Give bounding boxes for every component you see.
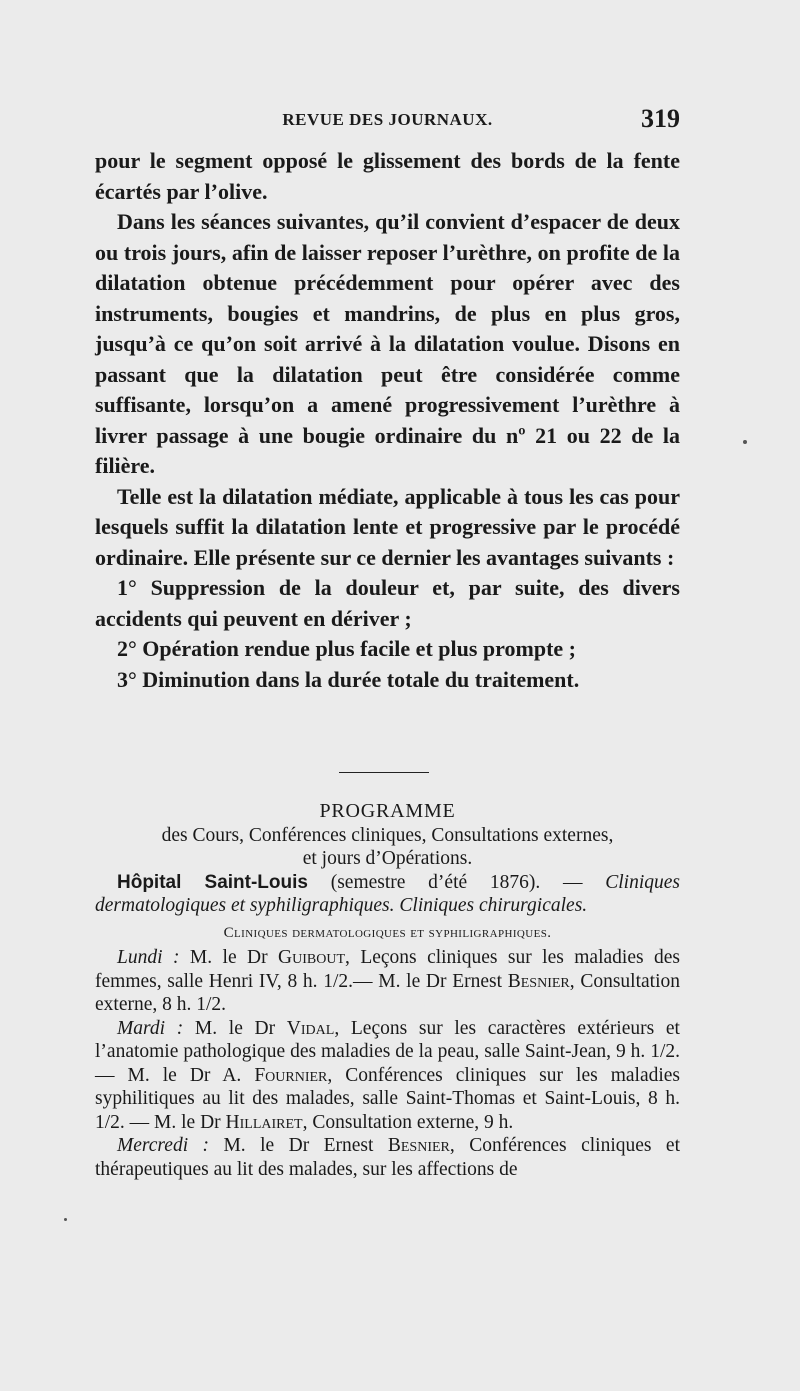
running-title: REVUE DES JOURNAUX. — [282, 110, 493, 129]
schedule-mercredi — [95, 1134, 680, 1181]
section-divider — [339, 772, 429, 773]
doctor-name: Fournier — [254, 1064, 328, 1086]
schedule-text: M. le Dr — [179, 947, 279, 968]
programme-subtitle — [95, 824, 680, 871]
doctor-name: Besnier — [387, 1135, 450, 1156]
page-number: 319 — [641, 104, 680, 133]
schedule-text: , Leçons cliniques sur les maladies des femmes, salle Henri IV, 8 h. 1/2.— M. le Dr Ernest — [95, 947, 680, 992]
doctor-name: Guibout — [278, 947, 346, 968]
programme-section — [95, 800, 680, 1181]
programme-subtitle-line2: et jours d’Opérations. — [302, 848, 473, 869]
hospital-dates: (semestre d’été 1876). — — [307, 871, 606, 893]
day-label: Lundi : — [117, 947, 180, 968]
paper-speck — [64, 1218, 67, 1221]
schedule-text: , Consultation externe, 8 h. 1/2. — [95, 970, 680, 1015]
schedule-lundi — [95, 946, 680, 1017]
paragraph: Dans les séances suivantes, qu’il convient d’espacer de deux ou trois jours, afin de laisser reposer l’urèthre, on profite de la dilatation obtenue précédemment pour opérer avec des instruments, bougies et mandrins, de plus en plus gros, jusqu’à ce qu’on soit arrivé à la dilatation voulue. Disons en passant que la dilatation peut être considérée comme suffisante, lorsqu’on a amené progressivement l’urèthre à livrer passage à une bougie ordinaire du nº 21 ou 22 de la filière. — [95, 209, 680, 478]
list-item: 3° Diminution dans la durée totale du traitement. — [117, 666, 580, 692]
schedule-text: M. le Dr — [183, 1017, 287, 1039]
hospital-clinics: Cliniques dermatologiques et syphiligraphiques. Cliniques chirurgicales. — [95, 871, 681, 916]
paragraph: Telle est la dilatation médiate, applicable à tous les cas pour lesquels suffit la dilatation lente et progressive par le procédé ordinaire. Elle présente sur ce dernier les avantages suivants : — [95, 483, 680, 570]
day-label: Mardi : — [117, 1017, 184, 1039]
paragraph: pour le segment opposé le glissement des bords de la fente écartés par l’olive. — [95, 148, 680, 204]
paper-speck — [743, 440, 747, 444]
list-item: 2° Opération rendue plus facile et plus prompte ; — [117, 636, 576, 661]
doctor-name: Vidal — [286, 1017, 335, 1039]
page-header — [95, 104, 680, 138]
programme-subtitle-line1: des Cours, Conférences cliniques, Consultations externes, — [161, 824, 614, 846]
section-heading: Cliniques dermatologiques et syphiligraphiques. — [223, 924, 552, 941]
schedule-text: M. le Dr Ernest — [209, 1135, 388, 1156]
schedule-text: , Conférences cliniques et thérapeutiques au lit des malades, sur les affections de — [95, 1135, 680, 1180]
schedule-mardi — [95, 1017, 680, 1135]
main-text — [95, 146, 680, 695]
doctor-name: Besnier — [507, 970, 570, 992]
schedule-text: , Conférences cliniques sur les maladies syphilitiques au lit des malades, salle Saint-Thomas et Saint-Louis, 8 h. 1/2. — M. le Dr — [95, 1064, 681, 1133]
schedule-text: , Leçons sur les caractères extérieurs et l’anatomie pathologique des maladies de la peau, salle Saint-Jean, 9 h. 1/2. — M. le Dr A. — [95, 1017, 680, 1086]
schedule-text: , Consultation externe, 9 h. — [302, 1111, 514, 1133]
day-label: Mercredi : — [117, 1135, 210, 1156]
list-item: 1° Suppression de la douleur et, par suite, des divers accidents qui peuvent en dériver ; — [95, 575, 680, 631]
doctor-name: Hillairet — [225, 1111, 303, 1133]
hospital-name: Hôpital Saint-Louis — [117, 871, 308, 893]
hospital-entry — [95, 871, 680, 918]
programme-title: PROGRAMME — [319, 800, 456, 822]
